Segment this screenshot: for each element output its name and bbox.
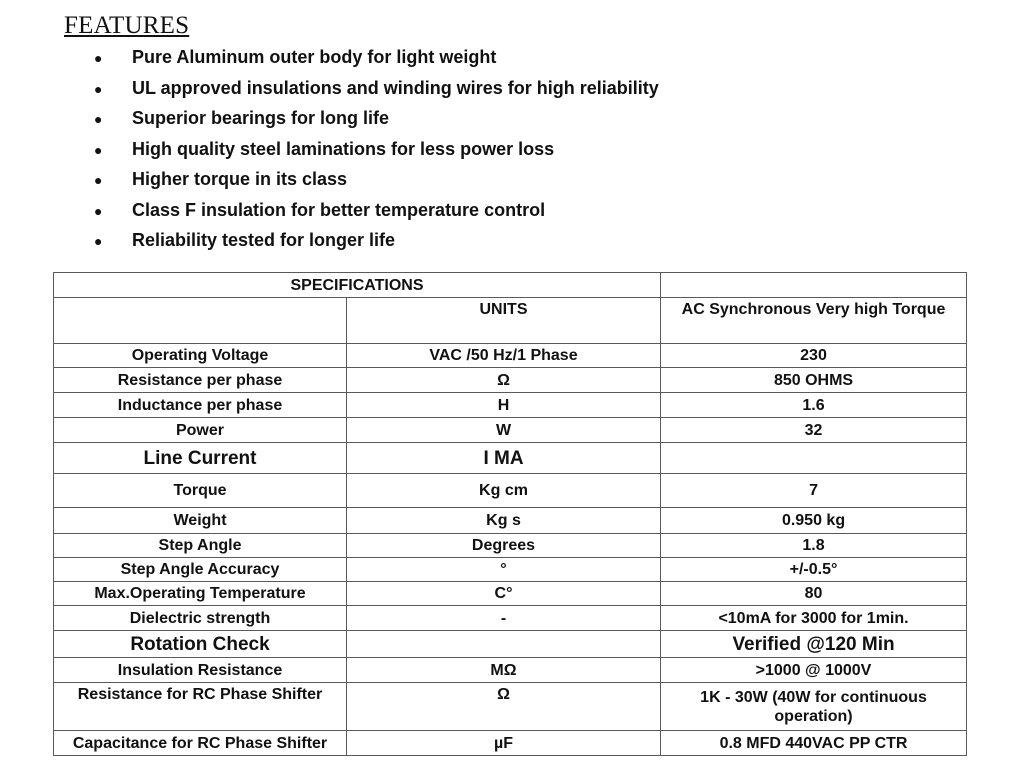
- table-row: [54, 534, 967, 558]
- unit-cell: MΩ: [347, 658, 661, 683]
- param-cell: Insulation Resistance: [54, 658, 347, 683]
- table-row: [54, 368, 967, 393]
- blank-cell: [54, 298, 347, 344]
- blank-cell: [661, 273, 967, 298]
- feature-text: Class F insulation for better temperature control: [132, 199, 546, 220]
- unit-cell: C°: [347, 582, 661, 606]
- param-cell: Line Current: [54, 443, 347, 474]
- param-cell: Operating Voltage: [54, 344, 347, 368]
- features-heading: FEATURES: [64, 12, 190, 39]
- table-row: [54, 582, 967, 606]
- feature-item: [94, 42, 659, 73]
- table-row: [54, 606, 967, 631]
- table-row: [54, 344, 967, 368]
- bullet-icon: ●: [94, 141, 103, 158]
- table-row: [54, 418, 967, 443]
- unit-cell: I MA: [347, 443, 661, 474]
- feature-text: UL approved insulations and winding wires for high reliability: [132, 77, 659, 98]
- table-row: [54, 658, 967, 683]
- table-row: [54, 683, 967, 731]
- bullet-icon: ●: [94, 111, 103, 127]
- unit-cell: Kg cm: [347, 474, 661, 508]
- table-row: [54, 393, 967, 418]
- bullet-icon: ●: [94, 233, 103, 249]
- param-cell: Rotation Check: [54, 631, 347, 658]
- bullet-icon: ●: [94, 50, 103, 66]
- table-row: [54, 474, 967, 508]
- unit-cell: -: [347, 606, 661, 631]
- value-cell: 80: [661, 582, 967, 606]
- unit-cell: µF: [347, 731, 661, 756]
- feature-item: [94, 164, 659, 195]
- table-title-row: [54, 273, 967, 298]
- unit-cell: Degrees: [347, 534, 661, 558]
- units-header: UNITS: [347, 298, 661, 344]
- unit-cell: Kg s: [347, 508, 661, 534]
- param-cell: Resistance for RC Phase Shifter: [54, 683, 347, 731]
- value-cell: 1.8: [661, 534, 967, 558]
- unit-cell: H: [347, 393, 661, 418]
- bullet-icon: ●: [94, 202, 103, 219]
- value-cell: 230: [661, 344, 967, 368]
- feature-item: [94, 134, 659, 165]
- value-cell: 850 OHMS: [661, 368, 967, 393]
- param-cell: Max.Operating Temperature: [54, 582, 347, 606]
- table-row: [54, 508, 967, 534]
- value-cell: +/-0.5°: [661, 558, 967, 582]
- value-cell: 7: [661, 474, 967, 508]
- value-cell: 32: [661, 418, 967, 443]
- value-cell: 0.8 MFD 440VAC PP CTR: [661, 731, 967, 756]
- param-cell: Capacitance for RC Phase Shifter: [54, 731, 347, 756]
- feature-text: Higher torque in its class: [132, 169, 348, 189]
- table-row: [54, 631, 967, 658]
- value-cell: 1.6: [661, 393, 967, 418]
- table-row: [54, 731, 967, 756]
- param-cell: Torque: [54, 474, 347, 508]
- feature-item: [94, 225, 659, 256]
- table-row: [54, 443, 967, 474]
- table-row: [54, 558, 967, 582]
- param-cell: Inductance per phase: [54, 393, 347, 418]
- unit-cell: °: [347, 558, 661, 582]
- feature-text: Superior bearings for long life: [132, 108, 390, 128]
- unit-cell: Ω: [347, 683, 661, 731]
- param-cell: Resistance per phase: [54, 368, 347, 393]
- bullet-icon: ●: [94, 80, 103, 97]
- unit-cell: W: [347, 418, 661, 443]
- param-cell: Weight: [54, 508, 347, 534]
- value-cell: 0.950 kg: [661, 508, 967, 534]
- specifications-title: SPECIFICATIONS: [54, 273, 661, 298]
- feature-item: [94, 73, 659, 104]
- table-header-row: [54, 298, 967, 344]
- value-cell: Verified @120 Min: [661, 631, 967, 658]
- unit-cell: Ω: [347, 368, 661, 393]
- unit-cell: VAC /50 Hz/1 Phase: [347, 344, 661, 368]
- unit-cell: [347, 631, 661, 658]
- feature-item: [94, 195, 659, 226]
- feature-text: High quality steel laminations for less power loss: [132, 138, 555, 159]
- value-cell: 1K - 30W (40W for continuous operation): [661, 683, 967, 731]
- feature-item: [94, 103, 659, 134]
- feature-text: Reliability tested for longer life: [132, 230, 396, 250]
- bullet-icon: ●: [94, 172, 103, 188]
- param-cell: Step Angle Accuracy: [54, 558, 347, 582]
- value-cell: [661, 443, 967, 474]
- value-cell: >1000 @ 1000V: [661, 658, 967, 683]
- value-cell: <10mA for 3000 for 1min.: [661, 606, 967, 631]
- param-cell: Step Angle: [54, 534, 347, 558]
- features-list: [94, 42, 659, 256]
- param-cell: Dielectric strength: [54, 606, 347, 631]
- param-cell: Power: [54, 418, 347, 443]
- type-header: AC Synchronous Very high Torque: [661, 298, 967, 344]
- feature-text: Pure Aluminum outer body for light weight: [132, 47, 497, 67]
- specifications-table: [53, 272, 967, 756]
